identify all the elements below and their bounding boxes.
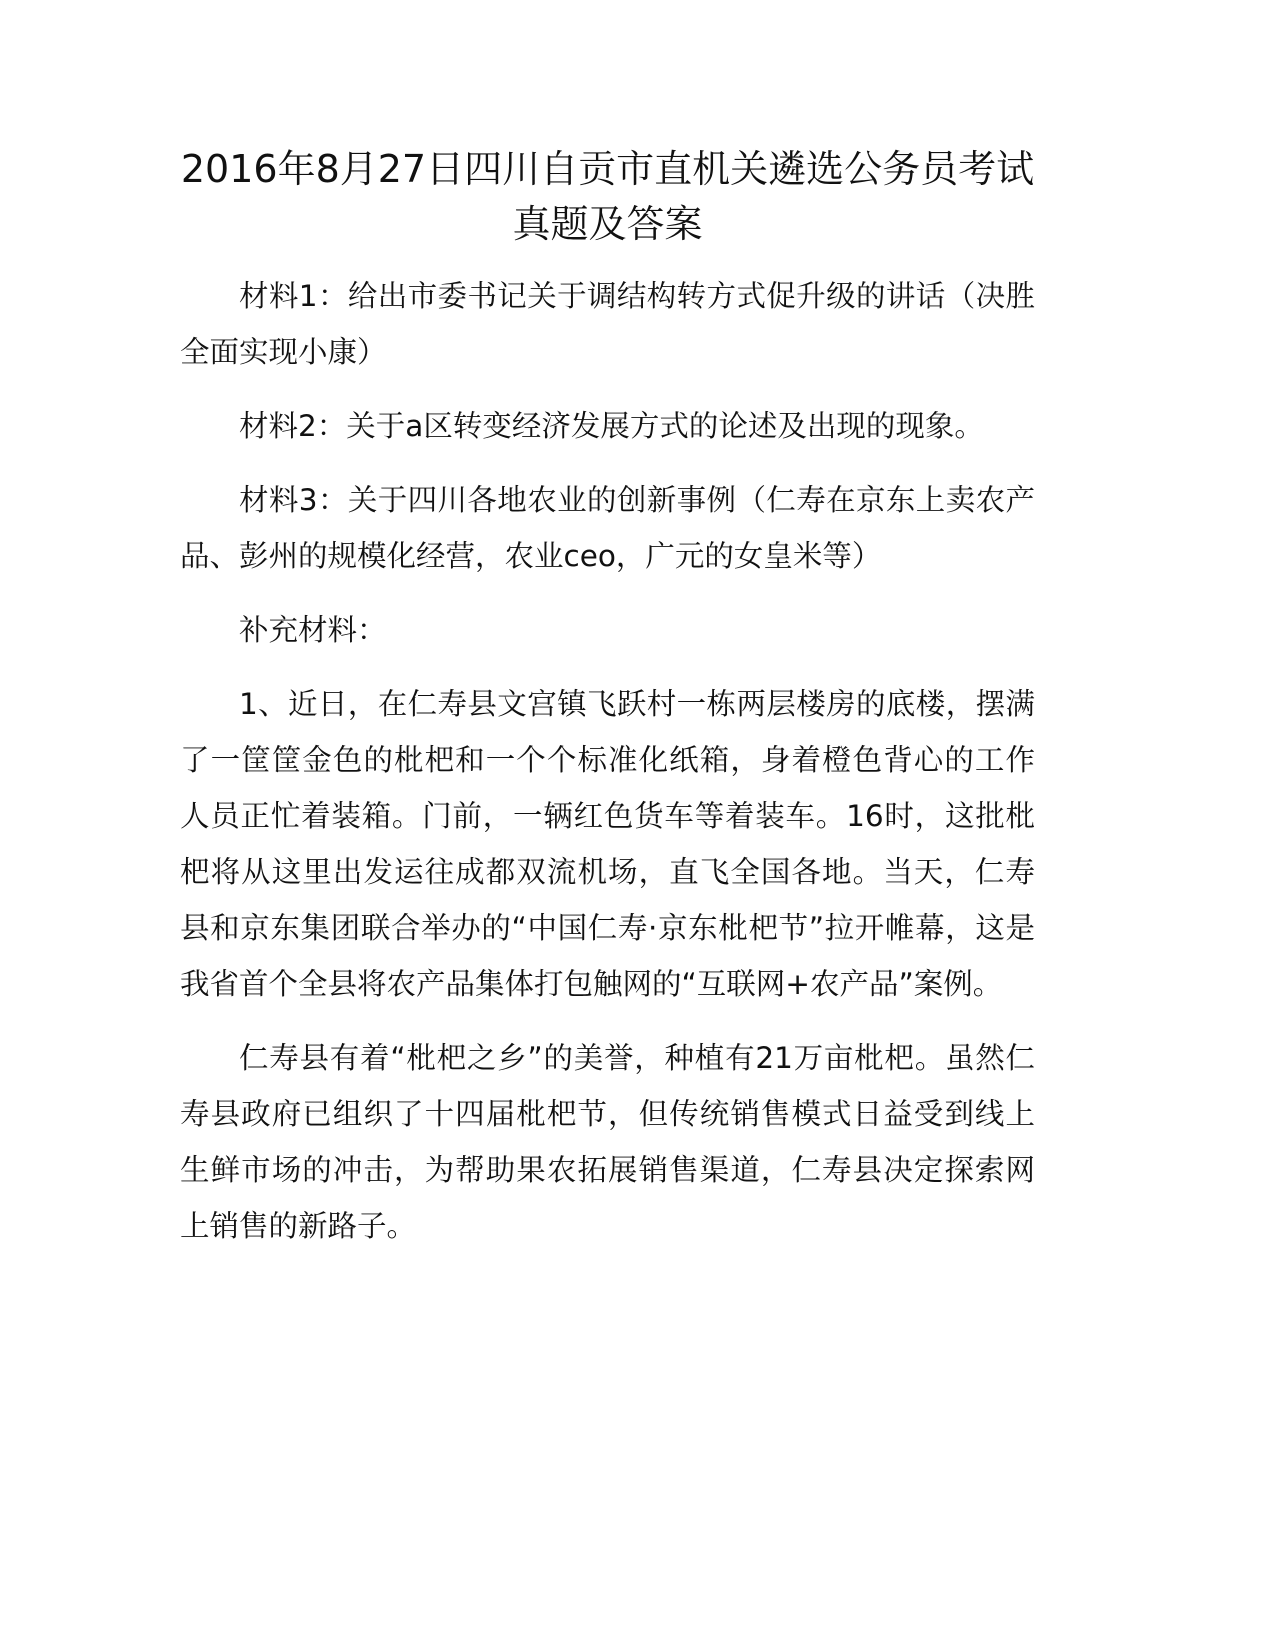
paragraph-material-3: 材料3：关于四川各地农业的创新事例（仁寿在京东上卖农产品、彭州的规模化经营，农业ceo，广元的女皇米等） xyxy=(180,483,1035,573)
paragraph-supplement-2: 仁寿县有着“枇杷之乡”的美誉，种植有21万亩枇杷。虽然仁寿县政府已组织了十四届枇杷节，但传统销售模式日益受到线上生鲜市场的冲击，为帮助果农拓展销售渠道，仁寿县决定探索网上销售的新路子。 xyxy=(180,1041,1035,1243)
paragraph-supplement-heading: 补充材料： xyxy=(239,613,387,647)
document-page xyxy=(180,142,1035,1254)
paragraph-supplement-1: 1、近日，在仁寿县文宫镇飞跃村一栋两层楼房的底楼，摆满了一筐筐金色的枇杷和一个个标准化纸箱，身着橙色背心的工作人员正忙着装箱。门前，一辆红色货车等着装车。16时，这批枇杷将从这里出发运往成都双流机场，直飞全国各地。当天，仁寿县和京东集团联合举办的“中国仁寿·京东枇杷节”拉开帷幕，这是我省首个全县将农产品集体打包触网的“互联网+农产品”案例。 xyxy=(180,687,1035,1001)
document-title: 2016年8月27日四川自贡市直机关遴选公务员考试真题及答案 xyxy=(180,147,1035,246)
paragraph-material-1: 材料1：给出市委书记关于调结构转方式促升级的讲话（决胜全面实现小康） xyxy=(180,279,1035,369)
paragraph-material-2: 材料2：关于a区转变经济发展方式的论述及出现的现象。 xyxy=(239,409,984,443)
